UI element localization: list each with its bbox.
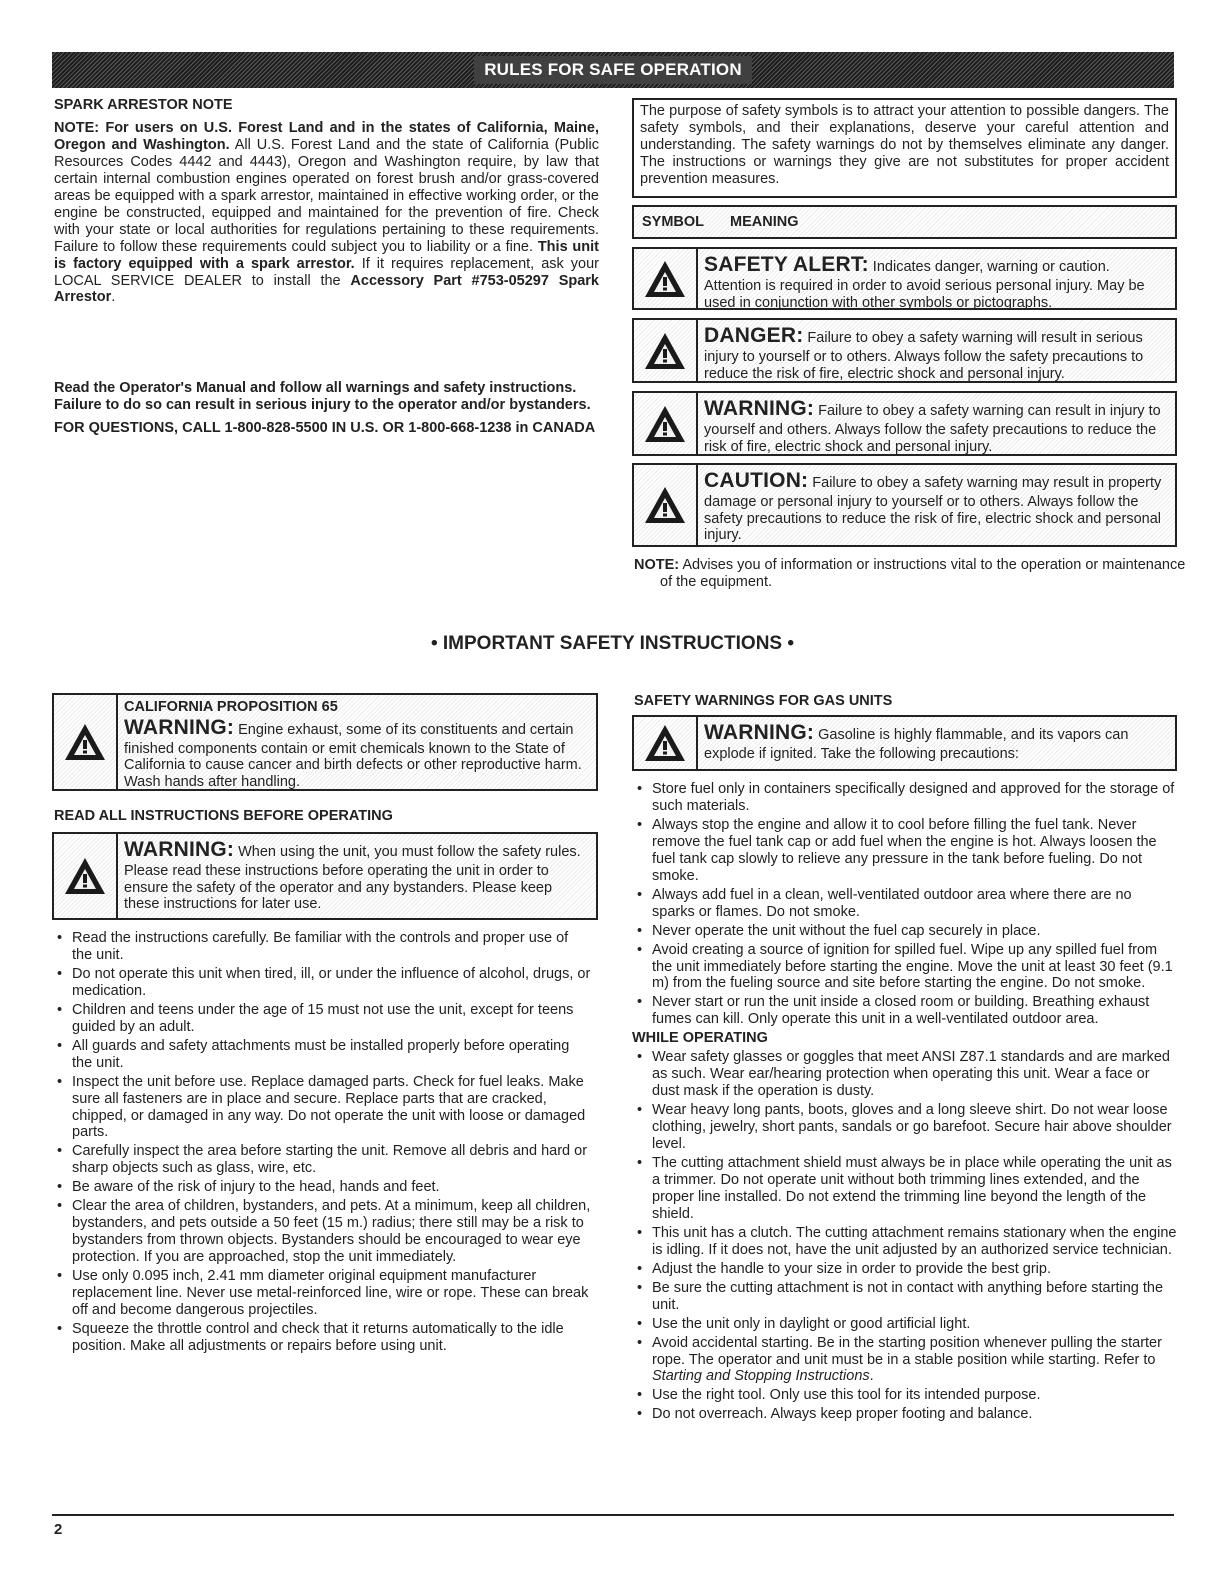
symbol-header <box>632 205 1177 239</box>
list-item: • Clear the area of children, bystanders, and pets. At a minimum, keep all children, bystanders, and pets outside a 50 feet (15 m.) radius; there still may be a risk to bystanders from thrown objects. Bystanders should be encouraged to wear eye protection. If you are approached, stop the unit immediately. <box>52 1198 592 1266</box>
gas-heading: SAFETY WARNINGS FOR GAS UNITS <box>634 693 893 709</box>
list-item: • Avoid creating a source of ignition for spilled fuel. Wipe up any spilled fuel from the unit immediately before starting the engine. Move the unit at least 30 feet (9.1 m) from the fueling source and site before starting the engine. Do not smoke. <box>632 942 1177 993</box>
prop65-heading: CALIFORNIA PROPOSITION 65 <box>124 699 338 715</box>
list-item: • Always stop the engine and allow it to cool before filling the fuel tank. Never remove the fuel tank cap or add fuel when the engine is hot. Always loosen the fuel tank cap slowly to relieve any pressure in the tank before fueling. Do not smoke. <box>632 817 1177 885</box>
questions-phone-text: FOR QUESTIONS, CALL 1-800-828-5500 IN U.S. OR 1-800-668-1238 in CANADA <box>54 419 596 436</box>
spark-arrestor-heading: SPARK ARRESTOR NOTE <box>54 97 233 113</box>
prop65-signal: WARNING: <box>124 715 235 739</box>
list-item: • Be aware of the risk of injury to the head, hands and feet. <box>52 1179 592 1196</box>
read-warning-text: When using the unit, you must follow the safety rules. Please read these instructions before operating the unit in order to ensure the safety of the operator and any bystanders. Please keep these instructions for later use. <box>124 844 581 913</box>
warning-alert-icon <box>634 393 698 454</box>
banner-title: RULES FOR SAFE OPERATION <box>474 56 752 84</box>
spark-note-bold: NOTE: For users on U.S. Forest Land and in the states of California, Maine, Oregon and Washington. <box>54 119 599 153</box>
gas-warning-text: Gasoline is highly flammable, and its vapors can explode if ignited. Take the following precautions: <box>704 727 1129 762</box>
list-item: • Be sure the cutting attachment is not in contact with anything before starting the unit. <box>632 1280 1177 1314</box>
safety-alert-icon <box>634 249 698 308</box>
read-warning-box <box>52 832 598 920</box>
caution-alert-icon <box>634 465 698 545</box>
prop65-alert-icon <box>54 695 118 789</box>
gas-warning-alert-icon <box>634 717 698 769</box>
avoid-starting-text: Avoid accidental starting. Be in the starting position whenever pulling the starter rope. The operator and unit must be in a stable position while starting. Refer to <box>652 1334 1162 1368</box>
caution-text: Failure to obey a safety warning may result in property damage or personal injury to yourself or to others. Always follow the safety precautions to reduce the risk of fire, electric shock and personal injury. <box>704 475 1162 544</box>
footer-rule <box>52 1514 1174 1516</box>
symbol-col-header: SYMBOL <box>642 214 705 230</box>
list-item: • Squeeze the throttle control and check that it returns automatically to the idle position. Make all adjustments or repairs before using unit. <box>52 1321 592 1355</box>
list-item: • Use the unit only in daylight or good artificial light. <box>632 1316 1177 1333</box>
list-item: • Never start or run the unit inside a closed room or building. Breathing exhaust fumes can kill. Only operate this unit in a well-ventilated outdoor area. <box>632 994 1177 1028</box>
list-item <box>632 1335 1177 1386</box>
symbol-row-caution <box>632 463 1177 547</box>
symbol-row-danger <box>632 318 1177 383</box>
list-item: • Never operate the unit without the fuel cap securely in place. <box>632 923 1177 940</box>
important-safety-title: • IMPORTANT SAFETY INSTRUCTIONS • <box>430 633 795 654</box>
spark-arrestor-paragraph <box>54 120 599 306</box>
warning-text: Failure to obey a safety warning can result in injury to yourself and others. Always follow the safety precautions to reduce the risk of fire, electric shock and personal injury. <box>704 403 1161 455</box>
read-manual-text: Read the Operator's Manual and follow all warnings and safety instructions. Failure to do so can result in serious injury to the operator and/or bystanders. <box>54 380 591 413</box>
list-item: • Inspect the unit before use. Replace damaged parts. Check for fuel leaks. Make sure all fasteners are in place and secure. Replace parts that are cracked, chipped, or damaged in any way. Do not operate the unit with loose or damaged parts. <box>52 1074 592 1142</box>
symbol-row-safety-alert <box>632 247 1177 310</box>
prop65-text: Engine exhaust, some of its constituents and certain finished components contain or emit chemicals known to the State of California to cause cancer and birth defects or other reproductive harm. Wash hands after handling. <box>124 721 582 791</box>
read-warning-signal: WARNING: <box>124 838 235 861</box>
read-warning-alert-icon <box>54 834 118 918</box>
list-item: • This unit has a clutch. The cutting attachment remains stationary when the engine is idling. If it does not, have the unit adjusted by an authorized service technician. <box>632 1225 1177 1259</box>
meaning-col-header: MEANING <box>730 214 799 230</box>
list-item: • Store fuel only in containers specifically designed and approved for the storage of such materials. <box>632 781 1177 815</box>
prop65-box <box>52 693 598 791</box>
list-item: • Wear safety glasses or goggles that meet ANSI Z87.1 standards and are marked as such. Wear ear/hearing protection when operating this unit. Wear a face or dust mask if the operation is dusty. <box>632 1049 1177 1100</box>
list-item: • Use only 0.095 inch, 2.41 mm diameter original equipment manufacturer replacement line. Never use metal-reinforced line, wire or rope. These can break off and become dangerous projectiles. <box>52 1268 592 1319</box>
while-bullet-list-3 <box>632 1387 1177 1423</box>
left-bullet-list <box>52 930 592 1355</box>
while-bullet-list-2 <box>632 1335 1177 1386</box>
read-all-heading: READ ALL INSTRUCTIONS BEFORE OPERATING <box>54 808 393 824</box>
signal-caution: CAUTION: <box>704 469 809 492</box>
signal-danger: DANGER: <box>704 324 804 347</box>
signal-warning: WARNING: <box>704 397 815 420</box>
danger-alert-icon <box>634 320 698 381</box>
list-item: • Adjust the handle to your size in order to provide the best grip. <box>632 1261 1177 1278</box>
list-item: • The cutting attachment shield must always be in place while operating the unit as a trimmer. Do not operate unit without both trimming lines extended, and the proper line installed. Do not extend the trimming line beyond the length of the shield. <box>632 1155 1177 1223</box>
while-operating-heading: WHILE OPERATING <box>632 1030 768 1047</box>
list-item: • Always add fuel in a clean, well-ventilated outdoor area where there are no sparks or flames. Do not smoke. <box>632 887 1177 921</box>
note-label: NOTE: <box>634 557 680 573</box>
danger-text: Failure to obey a safety warning will result in serious injury to yourself or to others. Always follow the safety precautions to reduce the risk of fire, electric shock and personal injury. <box>704 330 1144 382</box>
right-column-lists <box>632 781 1177 1425</box>
manual-notice <box>54 380 599 437</box>
spark-replace-text: If it requires replacement, ask your LOCAL SERVICE DEALER to install the <box>54 255 599 289</box>
left-bullets <box>52 930 592 1357</box>
signal-safety-alert: SAFETY ALERT: <box>704 253 869 276</box>
spark-part-number: Accessory Part #753-05297 Spark Arrestor <box>54 272 600 306</box>
note-definition <box>634 557 1200 591</box>
list-item: • Carefully inspect the area before starting the unit. Remove all debris and hard or sharp objects such as glass, wire, etc. <box>52 1143 592 1177</box>
gas-bullet-list <box>632 781 1177 1028</box>
purpose-text: The purpose of safety symbols is to attract your attention to possible dangers. The safety symbols, and their explanations, deserve your careful attention and understanding. The safety warnings do not by themselves eliminate any danger. The instructions or warnings they give are not substitutes for proper accident prevention measures. <box>640 103 1169 187</box>
list-item: • Read the instructions carefully. Be familiar with the controls and proper use of the unit. <box>52 930 592 964</box>
list-item: • All guards and safety attachments must be installed properly before operating the unit. <box>52 1038 592 1072</box>
gas-warning-box <box>632 715 1177 771</box>
while-bullet-list <box>632 1049 1177 1332</box>
section-banner <box>52 52 1174 88</box>
list-item: • Do not overreach. Always keep proper footing and balance. <box>632 1406 1177 1423</box>
symbol-row-warning <box>632 391 1177 456</box>
safety-alert-text: Indicates danger, warning or caution. Attention is required in order to avoid serious personal injury. May be used in conjunction with other symbols or pictographs. <box>704 259 1145 311</box>
spark-period: . <box>111 289 116 306</box>
starting-instructions-ref: Starting and Stopping Instructions <box>652 1368 870 1385</box>
spark-note-text: All U.S. Forest Land and the state of California (Public Resources Codes 4442 and 4443), Oregon and Washington require, by law that certain internal combustion engines operated on forest brush and/or grass-covered areas be equipped with a spark arrestor, maintained in effective working order, or the engine be constructed, equipped and maintained for the prevention of fire. Check with your state or local authorities for regulations pertaining to these requirements. Failure to follow these requirements could subject you to liability or a fine. <box>54 136 599 255</box>
note-text: Advises you of information or instructions vital to the operation or maintenance of the equipment. <box>660 557 1186 590</box>
spark-arrestor-section <box>54 97 599 306</box>
list-item: • Children and teens under the age of 15 must not use the unit, except for teens guided by an adult. <box>52 1002 592 1036</box>
purpose-box <box>632 98 1177 198</box>
list-item: • Use the right tool. Only use this tool for its intended purpose. <box>632 1387 1177 1404</box>
spark-factory-bold: This unit is factory equipped with a spark arrestor. <box>54 238 599 272</box>
avoid-starting-end: . <box>869 1368 874 1385</box>
page-number: 2 <box>54 1521 63 1538</box>
gas-warning-signal: WARNING: <box>704 721 815 744</box>
list-item: • Do not operate this unit when tired, ill, or under the influence of alcohol, drugs, or medication. <box>52 966 592 1000</box>
list-item: • Wear heavy long pants, boots, gloves and a long sleeve shirt. Do not wear loose clothing, jewelry, short pants, sandals or go barefoot. Secure hair above shoulder level. <box>632 1102 1177 1153</box>
